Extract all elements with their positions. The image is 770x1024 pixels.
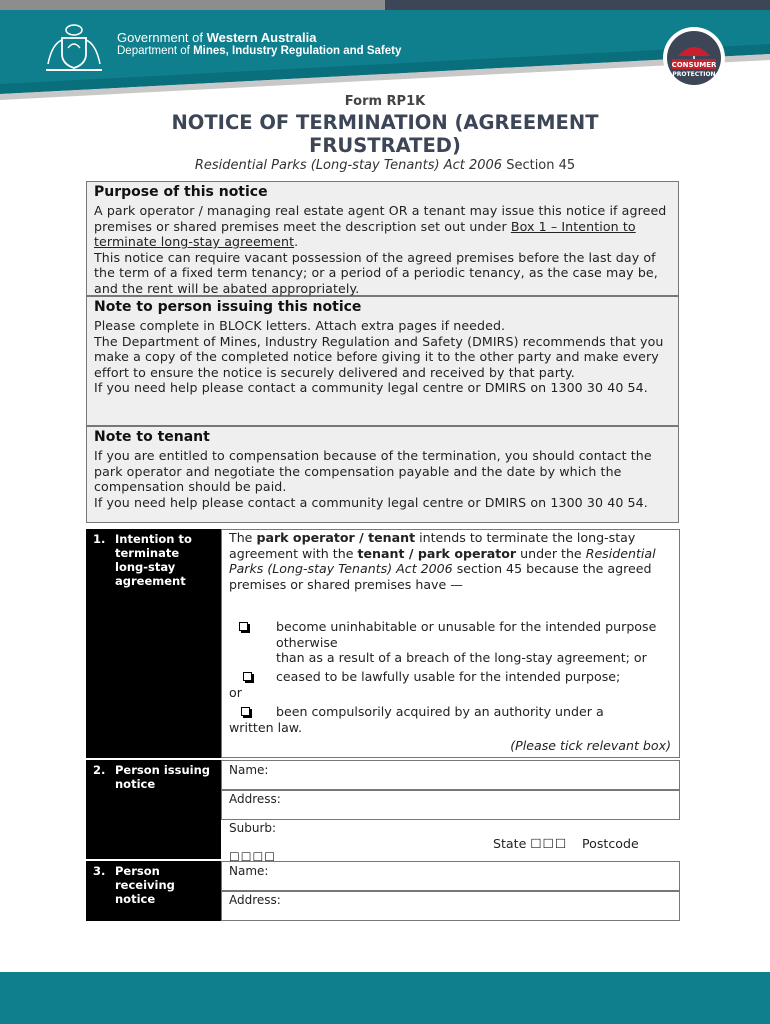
purpose-heading: Purpose of this notice xyxy=(94,184,268,200)
option-uninhabitable-checkbox[interactable] xyxy=(239,622,248,631)
recipient-name-label: Name: xyxy=(229,864,269,878)
svg-text:PROTECTION: PROTECTION xyxy=(672,71,716,78)
recipient-address-label: Address: xyxy=(229,893,281,907)
section-2-label: 2. Person issuing notice xyxy=(86,760,221,859)
recipient-address-field[interactable] xyxy=(221,891,680,921)
consumer-protection-logo xyxy=(662,26,726,90)
issuer-name-field[interactable] xyxy=(221,760,680,790)
government-name: Government of Western Australia xyxy=(117,30,317,45)
issuer-note-heading: Note to person issuing this notice xyxy=(94,299,362,315)
issuer-note-box xyxy=(86,296,679,426)
legislation-reference: Residential Parks (Long-stay Tenants) Act 2006 Section 45 xyxy=(194,158,576,173)
recipient-name-field[interactable] xyxy=(221,861,680,891)
coat-of-arms-icon xyxy=(44,20,104,74)
issuer-postcode-label: Postcode xyxy=(582,836,639,851)
issuer-state-label: State ☐☐☐ xyxy=(493,836,568,851)
or-text: or xyxy=(229,685,242,700)
issuer-note-text: Please complete in BLOCK letters. Attach extra pages if needed. The Department of Mines, Industry Regulation and Safety (DMIRS) recommends that you make a copy of the completed notice before giving it to the other party and make every effort to ensure the notice is securely delivered and received by that party. If you need help please contact a community legal centre or DMIRS on 1300 30 40 54. xyxy=(94,318,664,396)
tenant-note-heading: Note to tenant xyxy=(94,429,210,445)
tick-instruction: (Please tick relevant box) xyxy=(510,738,671,753)
page-title: NOTICE OF TERMINATION (AGREEMENT FRUSTRATED) xyxy=(171,111,599,157)
option-acquired-checkbox[interactable] xyxy=(241,707,250,716)
option-uninhabitable-text: become uninhabitable or unusable for the intended purpose otherwise than as a result of a breach of the long-stay agreement; or xyxy=(276,619,657,666)
tenant-note-text: If you are entitled to compensation because of the termination, you should contact the park operator and negotiate the compensation payable and the date by which the compensation should be paid. If you need help please contact a community legal centre or DMIRS on 1300 30 40 54. xyxy=(94,448,652,510)
option-unlawful-text: ceased to be lawfully usable for the intended purpose; xyxy=(276,669,621,684)
footer-bar xyxy=(0,972,770,1024)
department-name: Department of Mines, Industry Regulation and Safety xyxy=(117,45,402,57)
option-acquired-text-cont: written law. xyxy=(229,720,302,735)
issuer-address-field[interactable] xyxy=(221,790,680,820)
section-1-label: 1. Intention to terminate long-stay agreement xyxy=(86,529,221,758)
top-stripe-gray xyxy=(0,0,385,10)
issuer-name-label: Name: xyxy=(229,763,269,777)
section-3-label: 3. Person receiving notice xyxy=(86,861,221,921)
state-input-boxes[interactable]: ☐☐☐ xyxy=(530,836,568,851)
form-number: Form RP1K xyxy=(344,94,426,109)
svg-text:CONSUMER: CONSUMER xyxy=(671,61,717,69)
option-unlawful-checkbox[interactable] xyxy=(243,672,252,681)
issuer-suburb-label: Suburb: xyxy=(229,821,277,835)
postcode-input-boxes[interactable]: ☐☐☐☐ xyxy=(229,850,277,864)
header-banner xyxy=(0,0,770,100)
section-1-statement: The park operator / tenant intends to terminate the long-stay agreement with the tenant / park operator under the Residential Parks (Long-stay Tenants) Act 2006 section 45 because the agreed premises or shared premises have — xyxy=(229,530,656,592)
purpose-text: A park operator / managing real estate agent OR a tenant may issue this notice if agreed premises or shared premises meet the description set out under Box 1 – Intention to terminate long-stay agreement. This notice can require vacant possession of the agreed premises before the last day of the term of a fixed term tenancy; or a period of a periodic tenancy, as the case may be, and the rent will be abated appropriately. xyxy=(94,203,667,296)
tenant-note-box xyxy=(86,426,679,523)
purpose-box xyxy=(86,181,679,296)
issuer-address-label: Address: xyxy=(229,792,281,806)
box1-reference-link[interactable]: Box 1 – Intention to terminate long-stay agreement xyxy=(94,218,636,250)
option-acquired-text: been compulsorily acquired by an authority under a xyxy=(276,704,604,719)
top-stripe-dark xyxy=(385,0,770,10)
